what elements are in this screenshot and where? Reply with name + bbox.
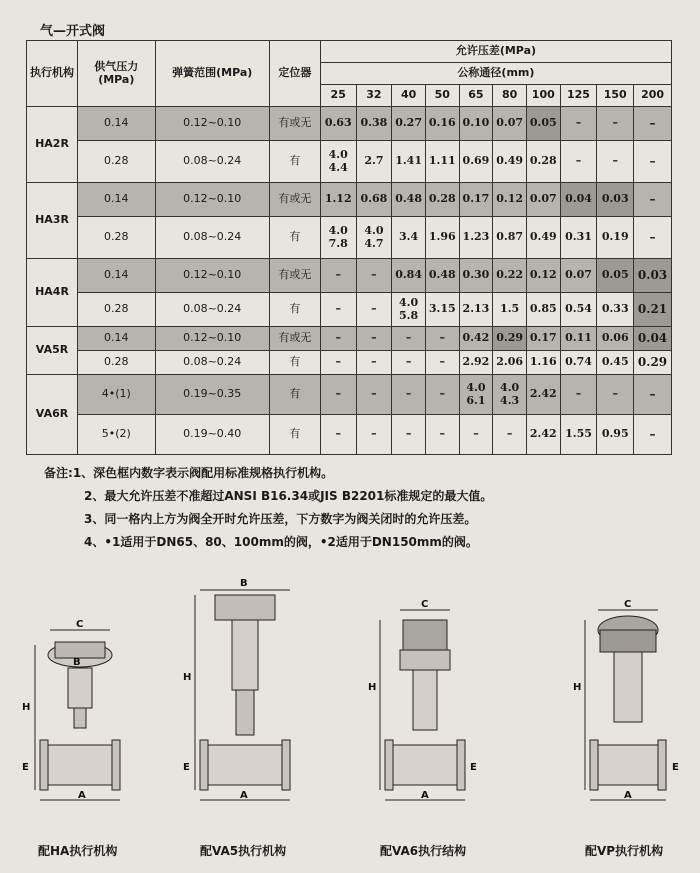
- pressure-value-cell: 0.03: [597, 183, 634, 217]
- va5-valve-drawing: [183, 578, 290, 801]
- dn-header: 25: [320, 85, 356, 107]
- ha-dim-b: B: [73, 657, 81, 668]
- pressure-value-cell: 4.0 5.8: [392, 293, 426, 327]
- pressure-value-cell: –: [597, 107, 634, 141]
- pressure-value-cell: 1.5: [493, 293, 527, 327]
- valve-drawings: [0, 560, 700, 840]
- pressure-value-cell: 0.11: [560, 327, 597, 351]
- pressure-value-cell: 2.42: [526, 415, 560, 455]
- header-spring-range: 弹簧范围(MPa): [155, 41, 269, 107]
- va6-dim-c: C: [421, 599, 429, 610]
- positioner-cell: 有或无: [269, 259, 320, 293]
- va5-dim-h: H: [183, 672, 192, 683]
- pressure-value-cell: –: [597, 375, 634, 415]
- table-row: [27, 141, 672, 183]
- pressure-value-cell: 1.96: [425, 217, 459, 259]
- ha-dim-h: H: [22, 702, 31, 713]
- spring-range-cell: 0.19~0.35: [155, 375, 269, 415]
- spring-range-cell: 0.12~0.10: [155, 327, 269, 351]
- pressure-value-cell: –: [425, 415, 459, 455]
- pressure-value-cell: 0.28: [425, 183, 459, 217]
- ha-dim-c: C: [76, 619, 84, 630]
- pressure-value-cell: –: [392, 375, 426, 415]
- vp-valve-drawing: [573, 599, 679, 801]
- pressure-value-cell: 2.7: [356, 141, 392, 183]
- positioner-cell: 有或无: [269, 183, 320, 217]
- pressure-value-cell: 0.28: [526, 141, 560, 183]
- pressure-value-cell: 0.29: [634, 351, 672, 375]
- spring-range-cell: 0.12~0.10: [155, 259, 269, 293]
- table-row: [27, 183, 672, 217]
- notes-label: 备注:: [44, 466, 73, 480]
- pressure-value-cell: 4.0 4.7: [356, 217, 392, 259]
- supply-pressure-cell: 0.14: [78, 107, 156, 141]
- pressure-value-cell: 0.33: [597, 293, 634, 327]
- actuator-model: HA4R: [27, 259, 78, 327]
- pressure-value-cell: 0.29: [493, 327, 527, 351]
- pressure-value-cell: 2.42: [526, 375, 560, 415]
- pressure-value-cell: 0.48: [392, 183, 426, 217]
- va5-dim-e: E: [183, 762, 190, 773]
- pressure-value-cell: –: [356, 415, 392, 455]
- pressure-value-cell: 1.41: [392, 141, 426, 183]
- dn-header: 80: [493, 85, 527, 107]
- header-actuator: 执行机构: [27, 41, 78, 107]
- table-row: [27, 351, 672, 375]
- table-row: [27, 415, 672, 455]
- pressure-value-cell: 0.38: [356, 107, 392, 141]
- caption-ha: 配HA执行机构: [38, 844, 118, 858]
- positioner-cell: 有: [269, 375, 320, 415]
- pressure-value-cell: 0.17: [459, 183, 493, 217]
- supply-pressure-cell: 0.14: [78, 183, 156, 217]
- pressure-value-cell: –: [320, 375, 356, 415]
- vp-dim-e: E: [672, 762, 679, 773]
- pressure-value-cell: 4.0 4.4: [320, 141, 356, 183]
- pressure-value-cell: 0.12: [493, 183, 527, 217]
- pressure-value-cell: –: [320, 351, 356, 375]
- pressure-value-cell: –: [560, 141, 597, 183]
- dn-header: 150: [597, 85, 634, 107]
- page-title: 气—开式阀: [40, 24, 106, 39]
- positioner-cell: 有: [269, 415, 320, 455]
- header-supply-pressure: 供气压力(MPa): [78, 41, 156, 107]
- pressure-value-cell: –: [634, 183, 672, 217]
- spring-range-cell: 0.08~0.24: [155, 217, 269, 259]
- pressure-value-cell: –: [320, 415, 356, 455]
- pressure-value-cell: 0.27: [392, 107, 426, 141]
- pressure-value-cell: 2.92: [459, 351, 493, 375]
- supply-pressure-cell: 0.28: [78, 293, 156, 327]
- va6-dim-h: H: [368, 682, 377, 693]
- supply-pressure-cell: 0.28: [78, 141, 156, 183]
- pressure-value-cell: –: [320, 293, 356, 327]
- positioner-cell: 有或无: [269, 107, 320, 141]
- pressure-value-cell: 0.17: [526, 327, 560, 351]
- pressure-value-cell: 0.30: [459, 259, 493, 293]
- actuator-model: VA6R: [27, 375, 78, 455]
- pressure-value-cell: 0.42: [459, 327, 493, 351]
- pressure-value-cell: 0.12: [526, 259, 560, 293]
- header-nominal-diameter: 公称通径(mm): [320, 63, 671, 85]
- pressure-value-cell: 0.74: [560, 351, 597, 375]
- dn-header: 65: [459, 85, 493, 107]
- pressure-value-cell: 1.12: [320, 183, 356, 217]
- spring-range-cell: 0.08~0.24: [155, 351, 269, 375]
- actuator-model: HA3R: [27, 183, 78, 259]
- pressure-value-cell: 0.16: [425, 107, 459, 141]
- ha-dim-a: A: [78, 790, 86, 801]
- pressure-value-cell: 0.19: [597, 217, 634, 259]
- pressure-value-cell: 0.95: [597, 415, 634, 455]
- pressure-value-cell: 1.16: [526, 351, 560, 375]
- actuator-model: VA5R: [27, 327, 78, 375]
- supply-pressure-cell: 5•(2): [78, 415, 156, 455]
- supply-pressure-cell: 0.14: [78, 259, 156, 293]
- pressure-value-cell: 4.0 7.8: [320, 217, 356, 259]
- vp-dim-a: A: [624, 790, 632, 801]
- vp-dim-h: H: [573, 682, 582, 693]
- note-2: 2、最大允许压差不准超过ANSI B16.34或JIS B2201标准规定的最大值。: [84, 489, 493, 503]
- spring-range-cell: 0.12~0.10: [155, 183, 269, 217]
- pressure-value-cell: 0.68: [356, 183, 392, 217]
- positioner-cell: 有: [269, 293, 320, 327]
- pressure-value-cell: –: [634, 375, 672, 415]
- pressure-value-cell: –: [560, 375, 597, 415]
- spec-table: [26, 40, 672, 455]
- pressure-value-cell: –: [493, 415, 527, 455]
- pressure-value-cell: –: [425, 351, 459, 375]
- pressure-value-cell: –: [634, 141, 672, 183]
- note-1: 1、深色框内数字表示阀配用标准规格执行机构。: [72, 466, 334, 480]
- pressure-value-cell: 0.21: [634, 293, 672, 327]
- pressure-value-cell: 0.49: [493, 141, 527, 183]
- positioner-cell: 有或无: [269, 327, 320, 351]
- notes-block: [44, 462, 492, 554]
- dn-header: 125: [560, 85, 597, 107]
- supply-pressure-cell: 0.14: [78, 327, 156, 351]
- pressure-value-cell: 0.04: [634, 327, 672, 351]
- ha-dim-e: E: [22, 762, 29, 773]
- pressure-value-cell: 2.13: [459, 293, 493, 327]
- pressure-value-cell: 1.11: [425, 141, 459, 183]
- pressure-value-cell: –: [392, 415, 426, 455]
- pressure-value-cell: 1.55: [560, 415, 597, 455]
- va5-dim-a: A: [240, 790, 248, 801]
- pressure-value-cell: 3.4: [392, 217, 426, 259]
- pressure-value-cell: 0.03: [634, 259, 672, 293]
- pressure-value-cell: 0.49: [526, 217, 560, 259]
- pressure-value-cell: 2.06: [493, 351, 527, 375]
- supply-pressure-cell: 0.28: [78, 351, 156, 375]
- caption-va5: 配VA5执行机构: [200, 844, 287, 858]
- table-row: [27, 107, 672, 141]
- pressure-value-cell: 0.07: [526, 183, 560, 217]
- pressure-value-cell: 0.63: [320, 107, 356, 141]
- pressure-value-cell: 0.84: [392, 259, 426, 293]
- note-3: 3、同一格内上方为阀全开时允许压差，下方数字为阀关闭时的允许压差。: [84, 512, 477, 526]
- spring-range-cell: 0.08~0.24: [155, 141, 269, 183]
- spring-range-cell: 0.08~0.24: [155, 293, 269, 327]
- pressure-value-cell: 0.31: [560, 217, 597, 259]
- supply-pressure-cell: 0.28: [78, 217, 156, 259]
- table-row: [27, 375, 672, 415]
- actuator-model: HA2R: [27, 107, 78, 183]
- pressure-value-cell: –: [459, 415, 493, 455]
- pressure-value-cell: 4.0 4.3: [493, 375, 527, 415]
- pressure-value-cell: 0.22: [493, 259, 527, 293]
- pressure-value-cell: –: [634, 107, 672, 141]
- pressure-value-cell: –: [356, 351, 392, 375]
- va6-dim-e: E: [470, 762, 477, 773]
- pressure-value-cell: 0.48: [425, 259, 459, 293]
- dn-header: 40: [392, 85, 426, 107]
- pressure-value-cell: 0.05: [597, 259, 634, 293]
- spring-range-cell: 0.19~0.40: [155, 415, 269, 455]
- pressure-value-cell: 3.15: [425, 293, 459, 327]
- pressure-value-cell: 0.69: [459, 141, 493, 183]
- supply-pressure-cell: 4•(1): [78, 375, 156, 415]
- dn-header: 50: [425, 85, 459, 107]
- pressure-value-cell: –: [634, 415, 672, 455]
- vp-dim-c: C: [624, 599, 632, 610]
- pressure-value-cell: –: [356, 327, 392, 351]
- pressure-value-cell: 0.07: [560, 259, 597, 293]
- spring-range-cell: 0.12~0.10: [155, 107, 269, 141]
- dn-header: 200: [634, 85, 672, 107]
- pressure-value-cell: –: [425, 375, 459, 415]
- dn-header: 100: [526, 85, 560, 107]
- header-positioner: 定位器: [269, 41, 320, 107]
- caption-vp: 配VP执行机构: [585, 844, 664, 858]
- pressure-value-cell: –: [356, 259, 392, 293]
- pressure-value-cell: 0.10: [459, 107, 493, 141]
- table-row: [27, 327, 672, 351]
- pressure-value-cell: –: [597, 141, 634, 183]
- pressure-value-cell: –: [392, 351, 426, 375]
- pressure-value-cell: 4.0 6.1: [459, 375, 493, 415]
- pressure-value-cell: –: [634, 217, 672, 259]
- pressure-value-cell: –: [356, 375, 392, 415]
- pressure-value-cell: 1.23: [459, 217, 493, 259]
- note-4: 4、•1适用于DN65、80、100mm的阀，•2适用于DN150mm的阀。: [84, 535, 478, 549]
- va5-dim-b: B: [240, 578, 248, 589]
- positioner-cell: 有: [269, 141, 320, 183]
- caption-va6: 配VA6执行结构: [380, 844, 467, 858]
- pressure-value-cell: –: [320, 327, 356, 351]
- va6-dim-a: A: [421, 790, 429, 801]
- pressure-value-cell: 0.07: [493, 107, 527, 141]
- pressure-value-cell: –: [560, 107, 597, 141]
- header-allowable-pressure: 允许压差(MPa): [320, 41, 671, 63]
- ha-valve-drawing: [22, 619, 120, 801]
- pressure-value-cell: 0.85: [526, 293, 560, 327]
- pressure-value-cell: 0.45: [597, 351, 634, 375]
- pressure-value-cell: –: [392, 327, 426, 351]
- pressure-value-cell: 0.05: [526, 107, 560, 141]
- pressure-value-cell: –: [320, 259, 356, 293]
- positioner-cell: 有: [269, 351, 320, 375]
- pressure-value-cell: 0.54: [560, 293, 597, 327]
- pressure-value-cell: –: [425, 327, 459, 351]
- table-row: [27, 293, 672, 327]
- positioner-cell: 有: [269, 217, 320, 259]
- table-row: [27, 259, 672, 293]
- pressure-value-cell: 0.04: [560, 183, 597, 217]
- pressure-value-cell: 0.87: [493, 217, 527, 259]
- va6-valve-drawing: [368, 599, 477, 801]
- dn-header: 32: [356, 85, 392, 107]
- pressure-value-cell: –: [356, 293, 392, 327]
- pressure-value-cell: 0.06: [597, 327, 634, 351]
- table-row: [27, 217, 672, 259]
